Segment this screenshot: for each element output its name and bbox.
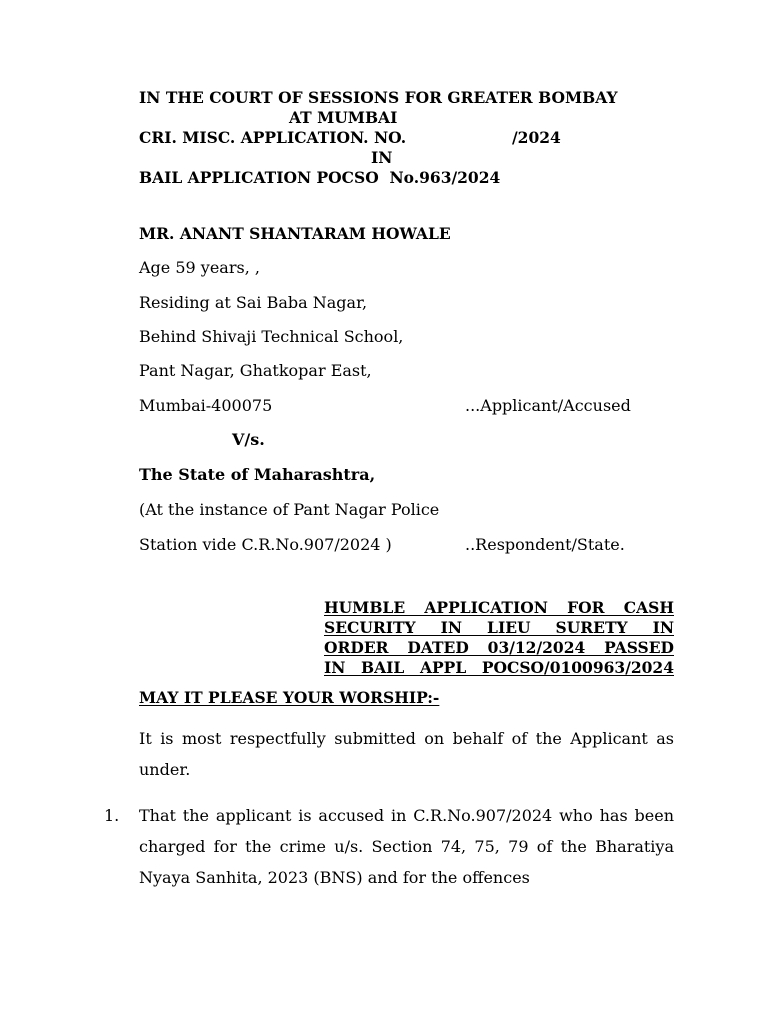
versus-label: V/s. [232,430,265,449]
application-title-line: HUMBLE APPLICATION FOR CASH [324,598,674,617]
application-title [324,598,674,678]
applicant-name: MR. ANANT SHANTARAM HOWALE [139,224,451,243]
applicant-address-line: Residing at Sai Baba Nagar, [139,293,368,312]
applicant-address-line: Mumbai-400075 [139,396,273,415]
misc-application-year: /2024 [512,128,561,147]
application-title-line: IN BAIL APPL POCSO/0100963/2024 [324,658,674,677]
misc-application-label: CRI. MISC. APPLICATION. NO. [139,128,407,147]
bail-application-number: BAIL APPLICATION POCSO No.963/2024 [139,168,501,187]
applicant-address-line: Behind Shivaji Technical School, [139,327,404,346]
applicant-role: ...Applicant/Accused [465,396,631,415]
court-location: AT MUMBAI [289,108,398,127]
point-text: That the applicant is accused in C.R.No.907/2024 who has been charged for the crime u/s. Section 74, 75, 79 of the Bharatiya Nyaya Sanhita, 2023 (BNS) and for the offences [139,806,674,887]
respondent-line: (At the instance of Pant Nagar Police [139,500,440,519]
court-title: IN THE COURT OF SESSIONS FOR GREATER BOMBAY [139,88,618,107]
salutation: MAY IT PLEASE YOUR WORSHIP:- [139,688,440,707]
respondent-role: ..Respondent/State. [465,535,625,554]
applicant-age: Age 59 years, , [139,258,260,277]
intro-paragraph: It is most respectfully submitted on behalf of the Applicant as under. [139,729,674,779]
applicant-address-line: Pant Nagar, Ghatkopar East, [139,361,372,380]
application-title-line: ORDER DATED 03/12/2024 PASSED [324,638,674,657]
application-title-line: SECURITY IN LIEU SURETY IN [324,618,674,637]
respondent-line: Station vide C.R.No.907/2024 ) [139,535,392,554]
respondent-name: The State of Maharashtra, [139,465,376,484]
in-label: IN [371,148,393,167]
point-number: 1. [104,806,120,825]
